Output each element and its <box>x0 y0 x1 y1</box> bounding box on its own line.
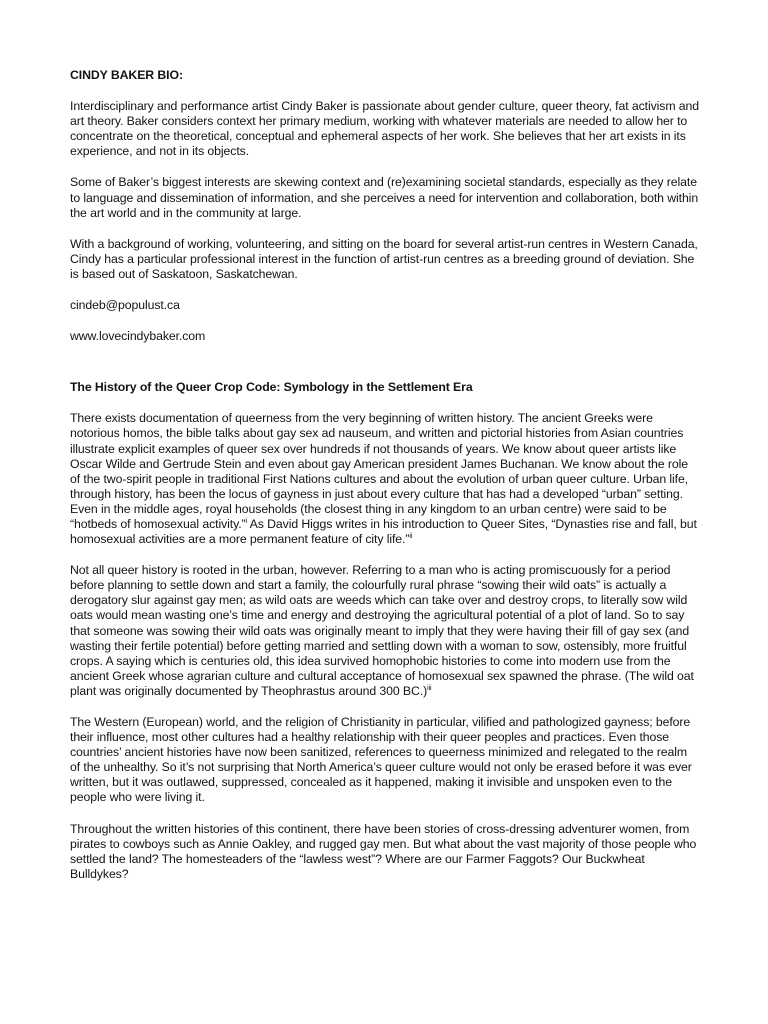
essay-paragraph-4: Throughout the written histories of this continent, there have been stories of cross-dressing adventurer women, from pirates to cowboys such as Annie Oakley, and rugged gay men. But what about the vast majority of those people who settled the land? The homesteaders of the “lawless west”? Where are our Farmer Faggots? Our Buckwheat Bulldykes? <box>70 821 697 881</box>
essay-paragraph-3: The Western (European) world, and the religion of Christianity in particular, vilified and pathologized gayness; before their influence, most other cultures had a healthy relationship with their queer peoples and practices. Even those countries’ ancient histories have now been sanitized, references to queerness minimized and relegated to the realm of the unhealthy. So it’s not surprising that North America’s queer culture would not only be erased before it was ever written, but it was outlawed, suppressed, concealed as it happened, making it invisible and unspoken even to the people who were living it. <box>70 715 692 805</box>
footnote-ref-1: i <box>245 517 248 525</box>
essay-paragraph-1-text: There exists documentation of queerness from the very beginning of written history. The ancient Greeks were notorious homos, the bible talks about gay sex ad nauseum, and written and pictorial histories from Asian countries illustrate explicit examples of queer sex over hundreds if not thousands of years. We know about queer artists like Oscar Wilde and Gertrude Stein and even about gay American president James Buchanan. We know about the role of the two-spirit people in traditional First Nations cultures and about the evolution of urban queer culture. Urban life, through history, has been the locus of gayness in just about every culture that has had a developed “urban” setting. Even in the middle ages, royal households (the closest thing in any kingdom to an urban centre) were said to be “hotbeds of homosexual activity.” <box>70 411 689 531</box>
essay-paragraph-2 <box>70 563 700 699</box>
bio-paragraph-1: Interdisciplinary and performance artist Cindy Baker is passionate about gender culture, queer theory, fat activism and art theory. Baker considers context her primary medium, working with whatever materials are needed to allow her to concentrate on the theoretical, conceptual and ephemeral aspects of her work. She believes that her art exists in its experience, and not in its objects. <box>70 99 700 159</box>
footnote-ref-2: ii <box>409 532 413 540</box>
bio-paragraph-2: Some of Baker’s biggest interests are skewing context and (re)examining societal standards, especially as they relate to language and dissemination of information, and she perceives a need for intervention and collaboration, both within the art world and in the community at large. <box>70 175 699 220</box>
essay-paragraph-1 <box>70 411 700 547</box>
bio-paragraph-3: With a background of working, volunteering, and sitting on the board for several artist-run centres in Western Canada, Cindy has a particular professional interest in the function of artist-run centres as a breeding ground of deviation. She is based out of Saskatoon, Saskatchewan. <box>70 236 698 281</box>
essay-paragraph-2-text: Not all queer history is rooted in the urban, however. Referring to a man who is acting promiscuously for a period before planning to settle down and start a family, the colourfully rural phrase “sowing their wild oats” is actually a derogatory slur against gay men; as wild oats are weeds which can take over and destroy crops, to literally sow wild oats would mean wasting one’s time and energy and destroying the agricultural potential of a plot of land. So to say that someone was sowing their wild oats was originally meant to imply that they were having their fill of gay sex (and wasting their fertile potential) before getting married and settling down with a woman to sow, ostensibly, more fruitful crops. A saying which is centuries old, this idea survived homophobic histories to come into modern use from the ancient Greek whose agrarian culture and cultural acceptance of homosexual sex spawned the phrase. (The wild oat plant was originally documented by Theophrastus around 300 BC.) <box>70 563 694 698</box>
footnote-ref-3: iii <box>427 684 432 692</box>
essay-title: The History of the Queer Crop Code: Symbology in the Settlement Era <box>70 380 473 395</box>
website-text: www.lovecindybaker.com <box>70 329 206 344</box>
essay-paragraph-1-text-b: As David Higgs writes in his introduction to Queer Sites, “Dynasties rise and fall, but homosexual activities are a more permanent feature of city life.” <box>70 516 697 547</box>
email-text: cindeb@populust.ca <box>70 298 180 313</box>
bio-heading: CINDY BAKER BIO: <box>70 68 183 82</box>
document-page <box>70 68 700 882</box>
